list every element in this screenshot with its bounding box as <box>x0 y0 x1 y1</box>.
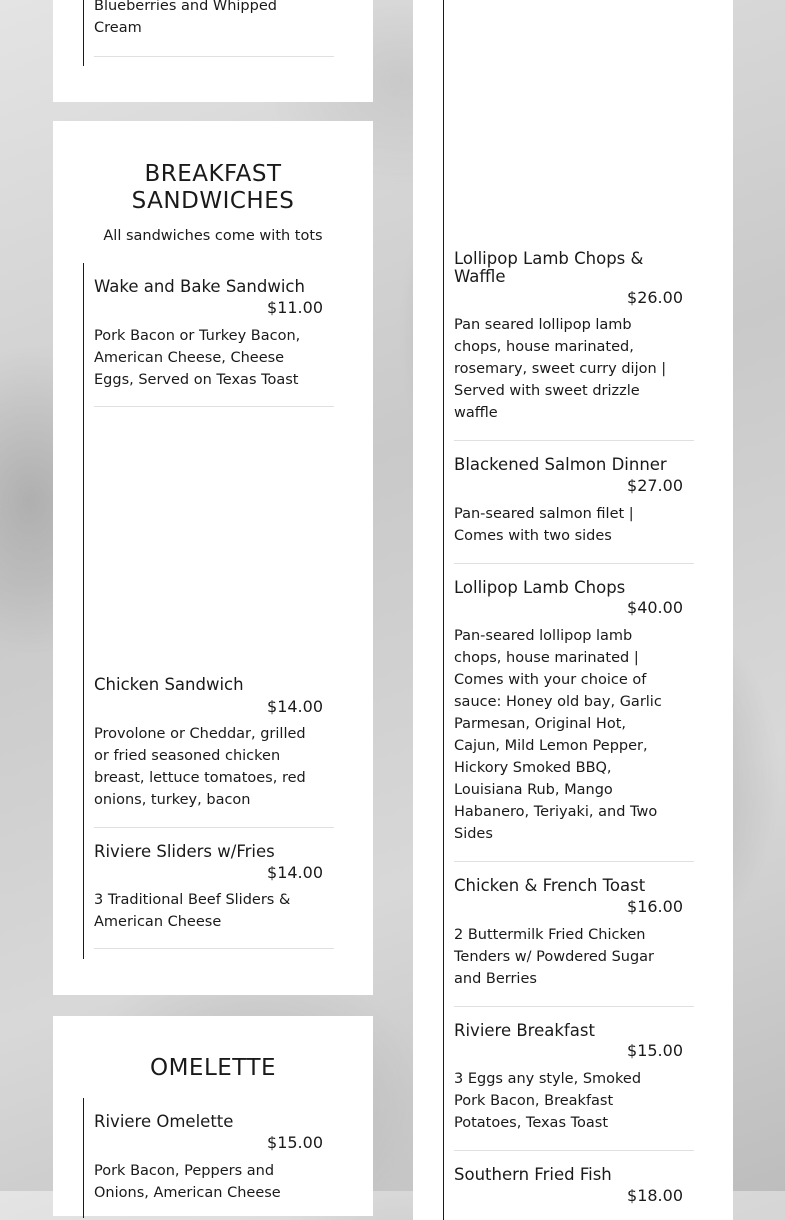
item-divider <box>94 56 334 57</box>
section-title: BREAKFAST SANDWICHES <box>131 161 295 214</box>
item-name: Chicken & French Toast <box>454 876 646 895</box>
item-price: $15.00 <box>627 1041 683 1060</box>
item-description: Pan-seared lollipop lamb chops, house marinated | Comes with your choice of sauce: Honey old bay, Garlic Parmesan, Original Hot, Cajun, Mild Lemon Pepper, Hickory Smoked BBQ, Louisiana Rub, Mango Habanero, Teriyaki, and Two Sides <box>454 628 662 842</box>
item-price: $27.00 <box>627 476 683 495</box>
items-accent-line <box>83 1098 84 1218</box>
item-price: $14.00 <box>267 863 323 882</box>
section-title: OMELETTE <box>149 1055 277 1081</box>
item-divider <box>454 861 694 862</box>
item-name: Blackened Salmon Dinner <box>454 455 667 474</box>
item-price: $16.00 <box>627 897 683 916</box>
item-price: $14.00 <box>267 697 323 716</box>
item-price: $40.00 <box>627 598 683 617</box>
item-name: Wake and Bake Sandwich <box>94 277 305 296</box>
item-divider <box>454 1006 694 1007</box>
section-subtitle: All sandwiches come with tots <box>103 228 323 244</box>
item-name: Riviere Sliders w/Fries <box>94 842 275 861</box>
item-divider <box>94 827 334 828</box>
item-price: $11.00 <box>267 298 323 317</box>
item-accent-line <box>83 0 84 66</box>
item-price: $26.00 <box>627 288 683 307</box>
item-divider <box>94 948 334 949</box>
item-description: Blueberries and Whipped Cream <box>94 0 277 36</box>
item-description: Pork Bacon or Turkey Bacon, American Cheese, Cheese Eggs, Served on Texas Toast <box>94 328 301 388</box>
item-name: Riviere Breakfast <box>454 1021 595 1040</box>
menu-card-breakfast-sandwiches <box>53 121 373 995</box>
item-divider <box>454 440 694 441</box>
item-name: Southern Fried Fish <box>454 1165 612 1184</box>
item-name: Lollipop Lamb Chops <box>454 578 626 597</box>
items-accent-line <box>83 263 84 959</box>
item-description: 3 Eggs any style, Smoked Pork Bacon, Breakfast Potatoes, Texas Toast <box>454 1071 642 1131</box>
item-name: Chicken Sandwich <box>94 675 244 694</box>
menu-card-previous <box>53 0 373 102</box>
item-description: Provolone or Cheddar, grilled or fried seasoned chicken breast, lettuce tomatoes, red onions, turkey, bacon <box>94 726 306 808</box>
item-divider <box>454 1150 694 1151</box>
item-description: 2 Buttermilk Fried Chicken Tenders w/ Powdered Sugar and Berries <box>454 927 655 987</box>
item-name: Lollipop Lamb Chops & Waffle <box>454 249 644 286</box>
item-description: Pork Bacon, Peppers and Onions, American Cheese <box>94 1163 281 1201</box>
item-description: Pan-seared salmon filet | Comes with two sides <box>454 506 634 544</box>
item-divider <box>454 563 694 564</box>
menu-card-dinner <box>413 0 733 1220</box>
menu-card-omelette <box>53 1016 373 1216</box>
items-accent-line <box>443 0 444 1220</box>
item-price: $18.00 <box>627 1186 683 1205</box>
item-price: $15.00 <box>267 1133 323 1152</box>
item-divider <box>94 406 334 407</box>
item-name: Riviere Omelette <box>94 1112 234 1131</box>
item-description: Pan seared lollipop lamb chops, house marinated, rosemary, sweet curry dijon | Served with sweet drizzle waffle <box>454 317 667 421</box>
item-description: 3 Traditional Beef Sliders & American Cheese <box>94 892 291 930</box>
